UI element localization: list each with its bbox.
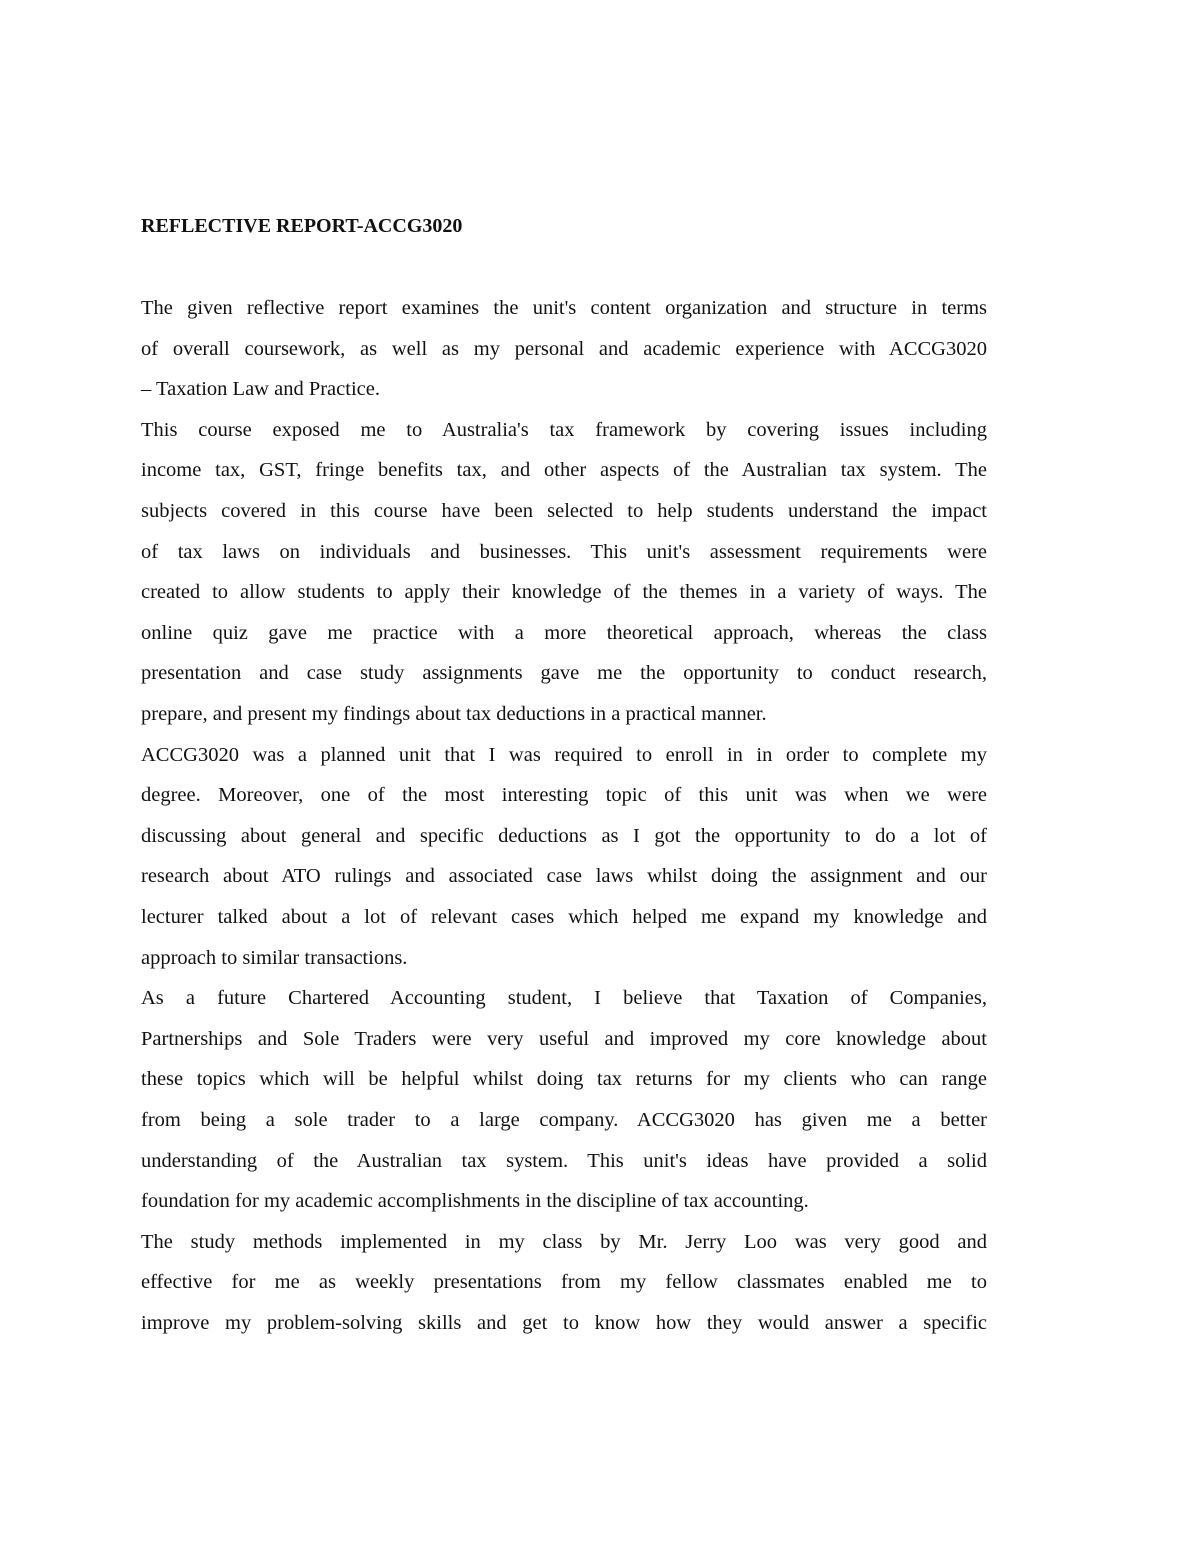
body-line: subjects covered in this course have been selected to help students understand the impact — [141, 500, 987, 522]
body-line: improve my problem-solving skills and get to know how they would answer a specific — [141, 1312, 987, 1334]
body-line: of overall coursework, as well as my personal and academic experience with ACCG3020 — [141, 337, 987, 360]
body-line: degree. Moreover, one of the most interesting topic of this unit was when we were — [141, 784, 987, 807]
body-line: This course exposed me to Australia's tax framework by covering issues including — [141, 418, 987, 441]
body-line: prepare, and present my findings about tax deductions in a practical manner. — [141, 703, 767, 725]
body-line: online quiz gave me practice with a more theoretical approach, whereas the class — [141, 621, 987, 644]
body-line: The given reflective report examines the unit's content organization and structure in terms — [141, 297, 987, 319]
body-line: Partnerships and Sole Traders were very useful and improved my core knowledge about — [141, 1027, 987, 1050]
body-line: these topics which will be helpful whilst doing tax returns for my clients who can range — [141, 1068, 987, 1091]
body-line: presentation and case study assignments gave me the opportunity to conduct research, — [141, 662, 987, 685]
body-line: ACCG3020 was a planned unit that I was required to enroll in in order to complete my — [141, 743, 987, 766]
body-line: from being a sole trader to a large company. ACCG3020 has given me a better — [141, 1109, 987, 1131]
body-line: foundation for my academic accomplishments in the discipline of tax accounting. — [141, 1190, 809, 1213]
body-line: income tax, GST, fringe benefits tax, and other aspects of the Australian tax system. The — [141, 459, 987, 482]
body-line: understanding of the Australian tax system. This unit's ideas have provided a solid — [141, 1149, 987, 1172]
report-title: REFLECTIVE REPORT-ACCG3020 — [141, 215, 463, 237]
body-line: The study methods implemented in my class by Mr. Jerry Loo was very good and — [141, 1230, 987, 1253]
body-line: lecturer talked about a lot of relevant cases which helped me expand my knowledge and — [141, 906, 987, 928]
body-line: effective for me as weekly presentations from my fellow classmates enabled me to — [141, 1271, 987, 1294]
body-line: approach to similar transactions. — [141, 946, 408, 969]
body-line: created to allow students to apply their knowledge of the themes in a variety of ways. The — [141, 581, 987, 604]
body-line: As a future Chartered Accounting student, I believe that Taxation of Companies, — [141, 987, 987, 1010]
body-line: – Taxation Law and Practice. — [141, 378, 380, 401]
body-line: research about ATO rulings and associated case laws whilst doing the assignment and our — [141, 865, 987, 888]
body-line: of tax laws on individuals and businesses. This unit's assessment requirements were — [141, 540, 987, 563]
body-line: discussing about general and specific deductions as I got the opportunity to do a lot of — [141, 824, 987, 847]
